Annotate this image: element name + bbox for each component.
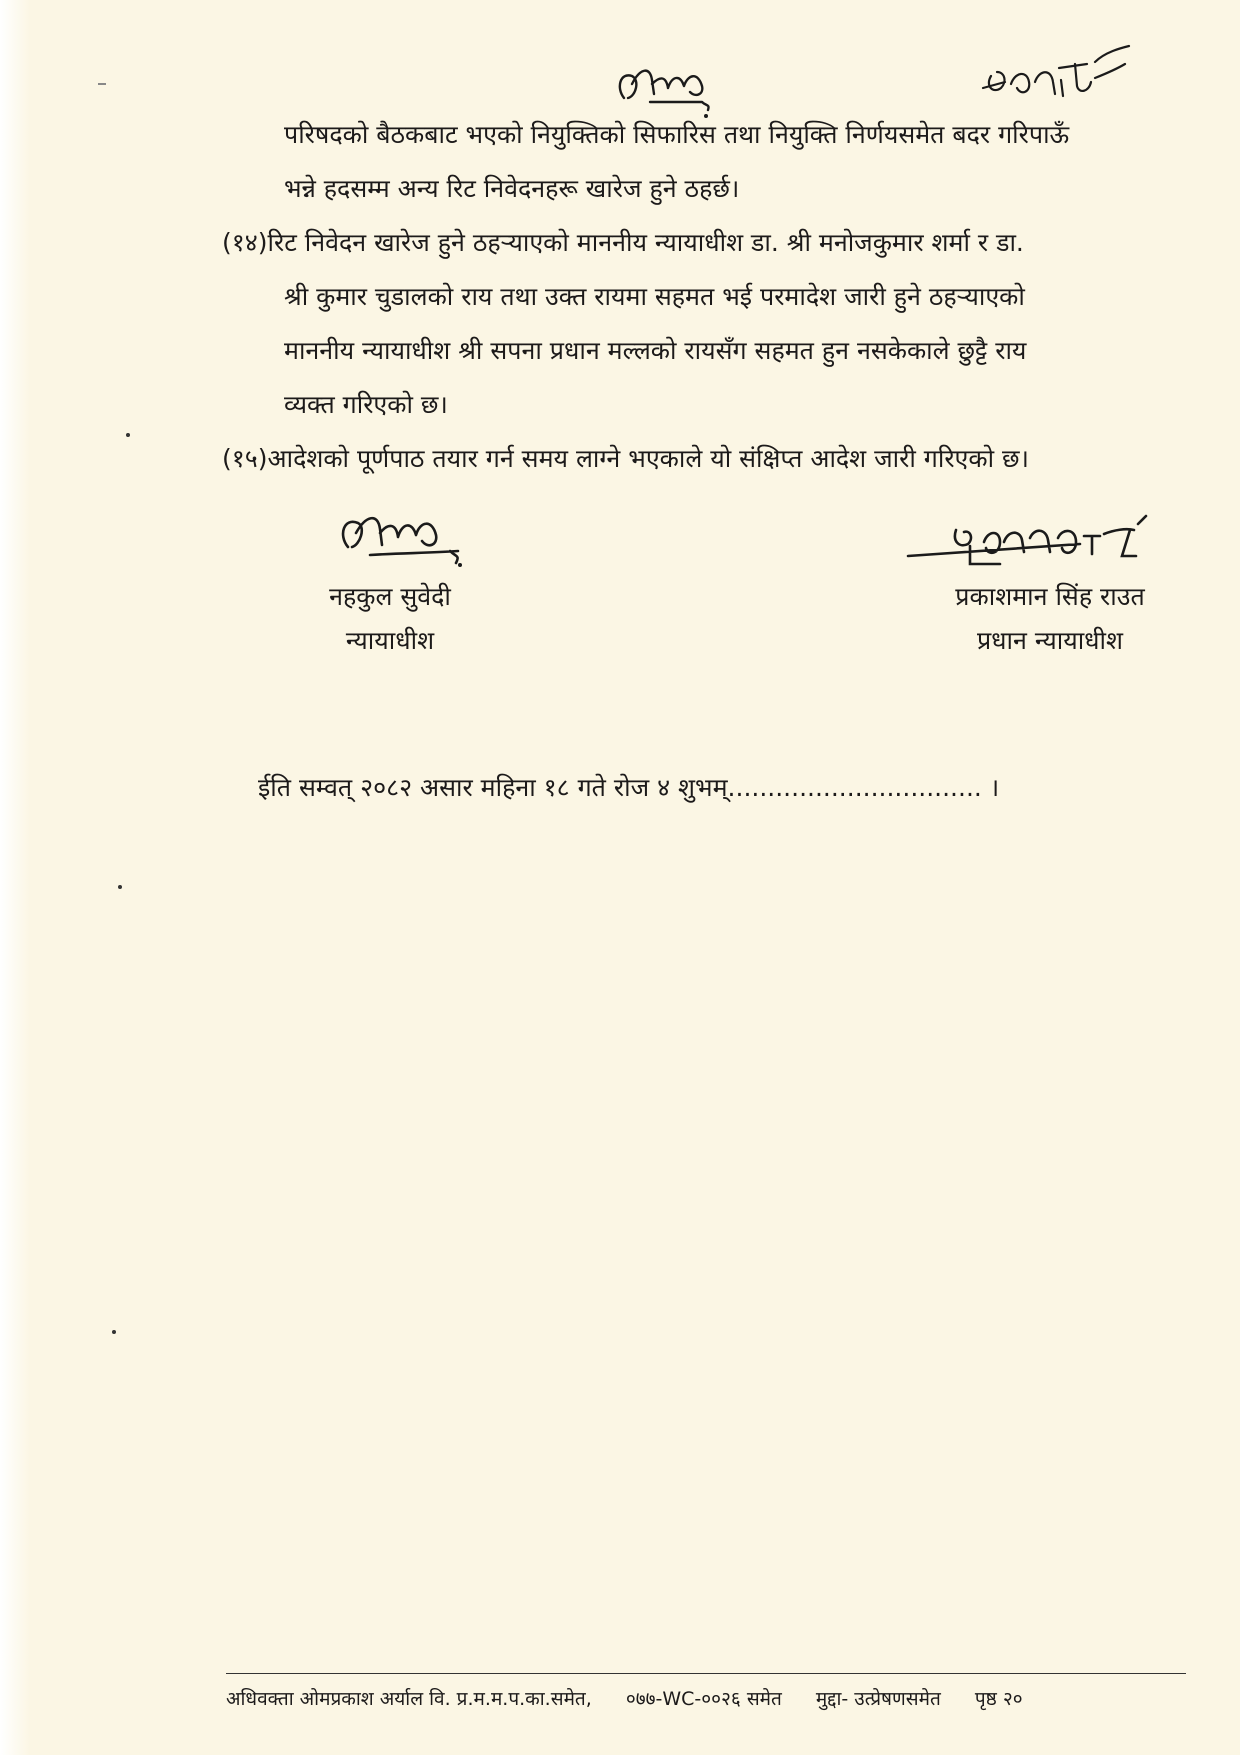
continuation-paragraph [222,108,1202,216]
paragraph-14-line-1: रिट निवेदन खारेज हुने ठहऱ्याएको माननीय न्यायाधीश डा. श्री मनोजकुमार शर्मा र डा. [267,228,1024,257]
paragraph-14-line-4: व्यक्त गरिएको छ। [284,390,448,419]
scan-speck [98,83,106,85]
scan-edge [0,0,30,1755]
scan-speck [126,433,130,437]
date-line: ईति सम्वत् २०८२ असार महिना १८ गते रोज ४ शुभम्................................ । [258,773,1000,802]
footer-parties: अधिवक्ता ओमप्रकाश अर्याल वि. प्र.म.म.प.का.समेत, [226,1688,592,1710]
paragraph-15 [222,432,1202,486]
footer-subject: मुद्दा- उत्प्रेषणसमेत [815,1688,941,1710]
paragraph-15-number: (१५) [222,444,268,473]
signer-right [920,575,1180,663]
footer-divider [226,1673,1186,1674]
paragraph-15-text: आदेशको पूर्णपाठ तयार गर्न समय लाग्ने भएकाले यो संक्षिप्त आदेश जारी गरिएको छ। [267,444,1030,473]
signer-left [290,575,490,663]
signature-left [330,505,470,567]
continuation-line-2: भन्ने हदसम्म अन्य रिट निवेदनहरू खारेज हुने ठहर्छ। [284,174,740,203]
signature-right [900,508,1190,580]
scan-speck [118,885,122,889]
signer-right-name: प्रकाशमान सिंह राउत [955,582,1145,611]
signer-left-name: नहकुल सुवेदी [329,582,451,611]
footer-case-number: ०७७-WC-००२६ समेत [625,1688,782,1710]
paragraph-14-line-3: माननीय न्यायाधीश श्री सपना प्रधान मल्लको रायसँग सहमत हुन नसकेकाले छुट्टै राय [284,336,1027,365]
paragraph-14-line-2: श्री कुमार चुडालको राय तथा उक्त रायमा सहमत भई परमादेश जारी हुने ठहऱ्याएको [284,282,1025,311]
order-body [222,108,1202,486]
footer-page-number: पृष्ठ २० [974,1688,1023,1710]
page-footer [226,1684,1186,1714]
top-initial-right [975,42,1135,112]
paragraph-14 [222,216,1202,432]
paragraph-14-number: (१४) [222,228,268,257]
continuation-line-1: परिषदको बैठकबाट भएको नियुक्तिको सिफारिस तथा नियुक्ति निर्णयसमेत बदर गरिपाऊँ [284,120,1070,149]
scan-speck [112,1330,116,1334]
signer-left-title: न्यायाधीश [345,626,435,655]
signer-right-title: प्रधान न्यायाधीश [976,626,1124,655]
